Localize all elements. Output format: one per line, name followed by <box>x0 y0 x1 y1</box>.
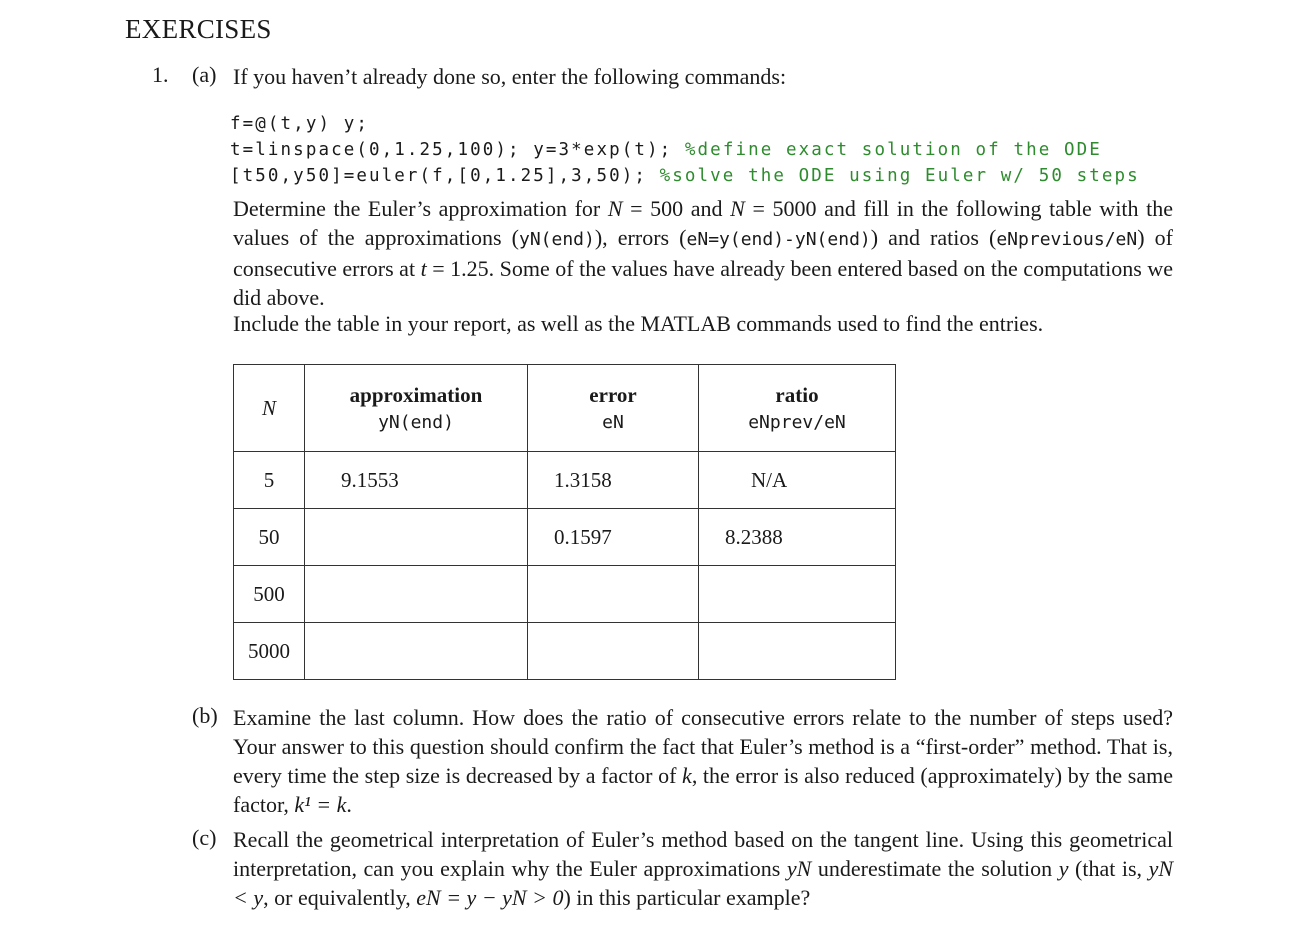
table-row <box>234 623 896 680</box>
header-error-title: error <box>589 383 637 407</box>
part-a-instructions <box>233 194 1173 312</box>
inline-code-ratio: eNprevious/eN <box>996 229 1138 250</box>
header-n <box>234 365 305 452</box>
cell-n: 5000 <box>234 623 305 680</box>
header-ratio <box>699 365 896 452</box>
text-segment: underestimate the solution <box>817 856 1053 881</box>
table-row <box>234 566 896 623</box>
table-row <box>234 452 896 509</box>
part-a-intro: If you haven’t already done so, enter the following commands: <box>233 64 787 89</box>
text-segment: ), errors ( <box>594 225 687 250</box>
text-segment: , the error is also reduced (approximately) by the same factor, <box>233 763 1174 817</box>
text-segment: ) and ratios ( <box>870 225 997 250</box>
formula-k: k¹ = k <box>294 792 347 817</box>
results-table <box>233 364 896 680</box>
text-segment: . <box>346 792 352 817</box>
part-b-label: (b) <box>192 703 218 728</box>
cell-approximation[interactable]: 9.1553 <box>305 452 528 509</box>
var-yN: yN <box>786 856 812 881</box>
part-c-label: (c) <box>192 825 217 850</box>
code-line-2-command: t=linspace(0,1.25,100); y=3*exp(t); <box>230 140 685 160</box>
cell-n: 5 <box>234 452 305 509</box>
part-a-label: (a) <box>192 62 217 87</box>
var-k: k <box>682 763 692 788</box>
cell-ratio[interactable]: 8.2388 <box>699 509 896 566</box>
cell-approximation[interactable] <box>305 509 528 566</box>
section-heading: EXERCISES <box>125 14 272 44</box>
text-segment: (that is, <box>1075 856 1143 881</box>
var-t: t <box>420 256 427 281</box>
text-segment: ) in this particular example? <box>563 885 811 910</box>
header-approximation-title: approximation <box>349 383 483 407</box>
code-line-2 <box>230 140 1102 160</box>
var-N: N <box>730 196 745 221</box>
text-segment: = 5000 and fill in the following table with the values of the approximations ( <box>233 196 1174 250</box>
text-segment: = 1.25. Some of the values have already been entered based on the computations we did above. <box>233 256 1174 310</box>
text-segment: Examine the last column. How does the ratio of consecutive errors relate to the number of steps used? Your answer to this question should confirm the fact that Euler’s method is a “first-order” method. That is, every time the step size is decreased by a factor of <box>233 705 1173 788</box>
code-line-3-command: [t50,y50]=euler(f,[0,1.25],3,50); <box>230 166 660 186</box>
exercise-number: 1. <box>152 62 169 87</box>
header-ratio-sub: eNprev/eN <box>748 412 846 433</box>
inequality-1: yN < y <box>233 856 1174 910</box>
inequality-2: eN = y − yN > 0 <box>416 885 564 910</box>
inline-code-eN-formula: eN=y(end)-yN(end) <box>686 229 871 250</box>
header-error-sub: eN <box>602 412 624 433</box>
cell-ratio[interactable] <box>699 566 896 623</box>
text-segment: Recall the geometrical interpretation of Euler’s method based on the tangent line. Using this geometrical interpretation, can you explain why the Euler approximations <box>233 827 1173 881</box>
text-segment: = 500 and <box>630 196 723 221</box>
cell-n: 500 <box>234 566 305 623</box>
part-b-text <box>233 703 1173 819</box>
cell-n: 50 <box>234 509 305 566</box>
cell-error[interactable]: 1.3158 <box>528 452 699 509</box>
code-line-2-comment: %define exact solution of the ODE <box>684 140 1102 160</box>
code-line-1: f=@(t,y) y; <box>230 114 369 134</box>
var-N: N <box>607 196 623 221</box>
part-c-text <box>233 825 1173 912</box>
cell-error[interactable] <box>528 566 699 623</box>
inline-code-yN-end: yN(end) <box>519 229 595 250</box>
table-header-row <box>234 365 896 452</box>
part-a-report-note: Include the table in your report, as well as the MATLAB commands used to find the entries. <box>233 311 1044 336</box>
cell-approximation[interactable] <box>305 566 528 623</box>
header-error <box>528 365 699 452</box>
header-n-title: N <box>261 395 276 420</box>
var-y: y <box>1058 856 1069 881</box>
text-segment: Determine the Euler’s approximation for <box>233 196 601 221</box>
header-approximation-sub: yN(end) <box>378 412 454 433</box>
cell-error[interactable]: 0.1597 <box>528 509 699 566</box>
cell-ratio[interactable] <box>699 623 896 680</box>
code-line-3-comment: %solve the ODE using Euler w/ 50 steps <box>659 166 1140 186</box>
code-line-3 <box>230 166 1140 186</box>
cell-approximation[interactable] <box>305 623 528 680</box>
cell-ratio[interactable]: N/A <box>699 452 896 509</box>
text-segment: , or equivalently, <box>263 885 411 910</box>
cell-error[interactable] <box>528 623 699 680</box>
table-row <box>234 509 896 566</box>
text-segment: ) of consecutive errors at <box>233 225 1173 281</box>
header-approximation <box>305 365 528 452</box>
header-ratio-title: ratio <box>775 383 819 407</box>
